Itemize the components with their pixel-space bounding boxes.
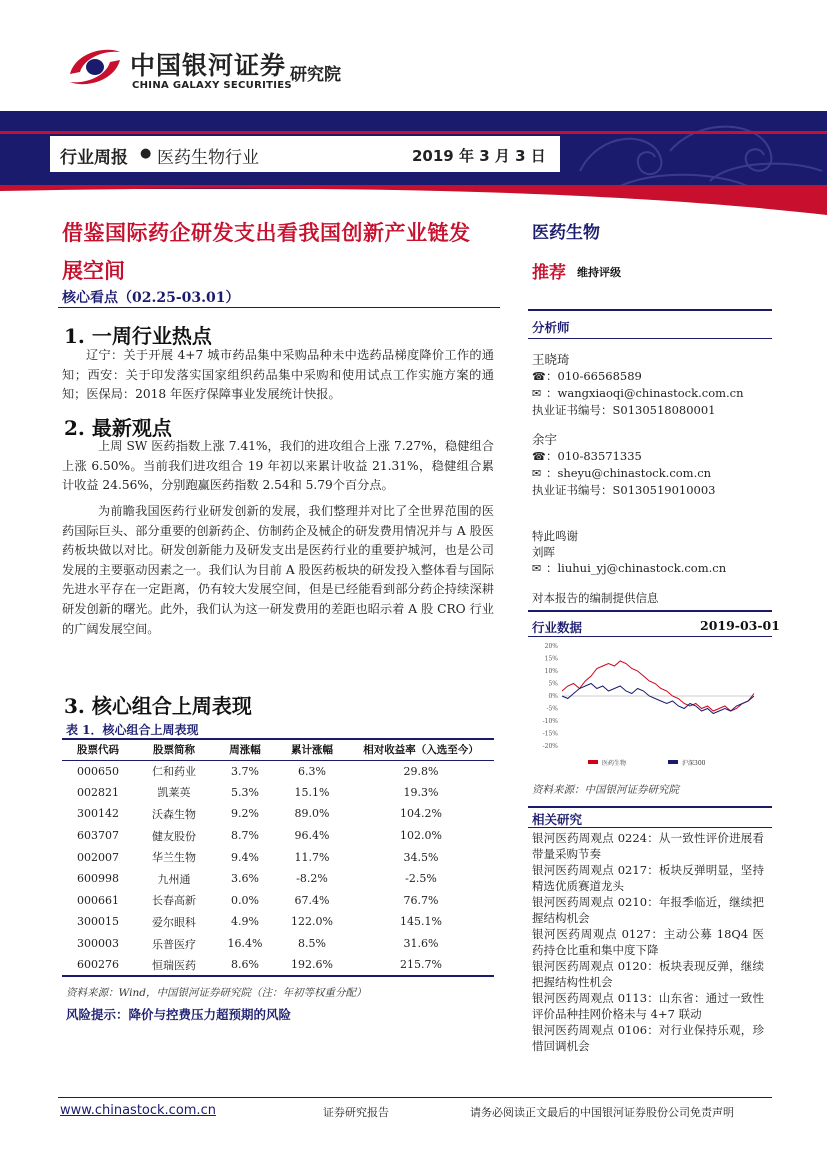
table-row <box>62 868 494 890</box>
banner-red-line <box>0 131 827 134</box>
table-cell: 603707 <box>77 829 119 843</box>
paragraph-performance: 上周 SW 医药指数上涨 7.41%，我们的进攻组合上涨 7.27%，稳健组合上涨 6.50%。当前我们进攻组合 19 年初以来累计收益 21.31%，稳健组合累计收益 24.56%，分别跑赢医药指数 2.54和 5.79个百分点。 <box>62 439 494 493</box>
table-cell: 华兰生物 <box>152 851 196 865</box>
table-header-cell: 股票代码 <box>62 739 134 760</box>
table-cell: -2.5% <box>405 872 437 886</box>
thanks-email: ✉ ：liuhui_yj@chinastock.com.cn <box>532 561 727 575</box>
section-heading-latest-views: 2. 最新观点 <box>64 416 172 440</box>
analyst-name: 王晓琦 <box>532 352 570 367</box>
table-cell: 122.0% <box>291 915 333 929</box>
table-cell: 凯莱英 <box>157 786 191 800</box>
table-row <box>62 846 494 868</box>
table-cell: 300015 <box>77 915 119 929</box>
table-cell: 34.5% <box>403 850 439 864</box>
divider <box>528 806 772 808</box>
y-tick-label: 10% <box>544 668 558 675</box>
phone-number: 010-83571335 <box>557 449 642 463</box>
y-tick-label: -5% <box>546 705 558 713</box>
email-link[interactable]: liuhui_yj@chinastock.com.cn <box>557 561 727 575</box>
table-cell: 89.0% <box>294 807 330 821</box>
y-tick-label: 5% <box>548 680 558 688</box>
series-line-2 <box>562 684 754 714</box>
related-research-item[interactable]: 银河医药周观点 0217：板块反弹明显，坚持精选优质赛道龙头 <box>532 863 764 894</box>
table-cell: 600998 <box>77 872 119 886</box>
mail-icon: ✉ <box>532 387 542 400</box>
analyst-name: 余宇 <box>532 432 558 447</box>
table-cell: 16.4% <box>227 937 263 951</box>
table-cell: 96.4% <box>294 829 330 843</box>
table-row <box>62 890 494 912</box>
table-cell: 6.3% <box>298 764 326 778</box>
analyst-cert: 执业证书编号：S0130518080001 <box>532 403 716 417</box>
table-cell: -8.2% <box>296 872 328 886</box>
table-row <box>62 911 494 933</box>
y-tick-label: -20% <box>542 743 558 750</box>
divider <box>58 307 500 308</box>
table-cell: 9.2% <box>231 807 259 821</box>
thanks-note: 对本报告的编制提供信息 <box>532 591 659 605</box>
table-cell: 长春高新 <box>152 894 196 908</box>
table-cell: 29.8% <box>403 764 439 778</box>
table-cell: 002007 <box>77 850 119 864</box>
email-link[interactable]: wangxiaoqi@chinastock.com.cn <box>557 386 744 400</box>
report-title-line2: 展空间 <box>62 258 125 283</box>
divider <box>528 827 772 828</box>
table-title: 表 1．核心组合上周表现 <box>66 723 199 737</box>
y-tick-label: 15% <box>544 655 558 663</box>
brand-institute: 研究院 <box>290 65 341 85</box>
table-cell: 102.0% <box>400 829 442 843</box>
table-cell: 192.6% <box>276 954 348 976</box>
portfolio-table <box>62 738 494 977</box>
galaxy-logo-icon <box>66 44 124 90</box>
legend-swatch <box>668 760 678 764</box>
core-view-label: 核心看点（02.25-03.01） <box>62 290 240 306</box>
industry-data-heading: 行业数据 <box>532 620 583 635</box>
table-cell: 恒瑞医药 <box>134 954 214 976</box>
legend-label: 医药生物 <box>602 760 627 767</box>
table-cell: 600276 <box>62 954 134 976</box>
table-cell: 九州通 <box>157 872 191 886</box>
section-heading-hotspots: 1. 一周行业热点 <box>64 324 212 348</box>
footer-divider <box>58 1097 772 1098</box>
table-cell: 300142 <box>77 807 119 821</box>
table-row <box>62 933 494 955</box>
table-cell: 乐普医疗 <box>152 937 196 951</box>
table-cell: 0.0% <box>231 893 259 907</box>
analyst-heading: 分析师 <box>532 320 570 335</box>
paragraph-rd-analysis: 为前瞻我国医药行业研发创新的发展，我们整理并对比了全世界范围的医药国际巨头、部分重要的创新药企、仿制药企及械企的研发费用情况并与 A 股医药板块做以对比。研发创新能力及研发支出是医药行业的重要护城河，也是公司发展的主要驱动因素之一。我们认为目前 A 股医药板块的研发投入整体看与国际先进水平存在一定距离，仍有较大发展空间，但是已经能看到部分药企持续深耕研发创新的曙光。此外，我们认为这一研发费用的差距也昭示着 A 股 CRO 行业的广阔发展空间。 <box>62 504 494 636</box>
thanks-name: 刘晖 <box>532 545 555 559</box>
table-header-cell: 相对收益率（入选至今） <box>348 739 494 760</box>
analyst-email: ✉ ：wangxiaoqi@chinastock.com.cn <box>532 386 744 400</box>
table-cell: 215.7% <box>348 954 494 976</box>
y-tick-label: -10% <box>542 718 558 725</box>
divider <box>528 309 772 311</box>
table-cell: 8.6% <box>214 954 276 976</box>
email-link[interactable]: sheyu@chinastock.com.cn <box>557 466 712 480</box>
sidebar-sector: 医药生物 <box>532 223 600 243</box>
table-header-row <box>62 739 494 760</box>
table-row <box>62 760 494 782</box>
table-cell: 8.5% <box>298 937 326 951</box>
table-cell: 76.7% <box>403 893 439 907</box>
footer-disclaimer: 请务必阅读正文最后的中国银河证券股份公司免责声明 <box>470 1106 734 1119</box>
table-cell: 15.1% <box>294 785 330 799</box>
table-cell: 300003 <box>77 937 119 951</box>
table-cell: 11.7% <box>294 850 330 864</box>
analyst-phone: ☎：010-66568589 <box>532 369 642 383</box>
brand-name-en: CHINA GALAXY SECURITIES <box>132 80 292 91</box>
related-research-item[interactable]: 银河医药周观点 0106：对行业保持乐观，珍惜回调机会 <box>532 1023 764 1054</box>
divider <box>528 610 772 612</box>
red-wave-decoration-icon <box>0 185 827 215</box>
chart-source: 资料来源：中国银河证券研究院 <box>532 784 679 796</box>
y-tick-label: 0% <box>548 693 558 700</box>
industry-index-chart <box>528 638 772 778</box>
table-row <box>62 782 494 804</box>
divider <box>528 636 772 637</box>
industry-data-date: 2019-03-01 <box>700 618 780 633</box>
table-cell: 8.7% <box>231 829 259 843</box>
thanks-label: 特此鸣谢 <box>532 529 578 543</box>
table-cell: 爱尔眼科 <box>152 915 196 929</box>
cloud-swirl-decoration-icon <box>560 111 827 189</box>
divider <box>528 338 772 339</box>
related-research-item[interactable]: 银河医药周观点 0224：从一致性评价进展看带量采购节奏 <box>532 831 764 862</box>
y-tick-label: 20% <box>544 643 558 650</box>
table-cell: 000661 <box>77 893 119 907</box>
table-cell: 仁和药业 <box>152 765 196 779</box>
section-heading-portfolio: 3. 核心组合上周表现 <box>64 694 252 718</box>
table-row <box>62 825 494 847</box>
table-cell: 4.9% <box>231 915 259 929</box>
table-header-cell: 累计涨幅 <box>276 739 348 760</box>
website-link[interactable]: www.chinastock.com.cn <box>60 1103 216 1118</box>
phone-icon: ☎ <box>532 370 546 383</box>
table-row <box>62 803 494 825</box>
report-date: 2019 年 3 月 3 日 <box>412 147 546 165</box>
risk-warning: 风险提示：降价与控费压力超预期的风险 <box>66 1007 292 1022</box>
legend-label: 沪深300 <box>682 760 706 767</box>
report-title-line1: 借鉴国际药企研发支出看我国创新产业链发 <box>62 220 471 245</box>
rating-status: 维持评级 <box>577 266 621 279</box>
report-industry: 医药生物行业 <box>157 148 259 168</box>
table-cell: 000650 <box>77 764 119 778</box>
table-header-cell: 周涨幅 <box>214 739 276 760</box>
mail-icon: ✉ <box>532 467 542 480</box>
table-source: 资料来源：Wind，中国银河证券研究院（注：年初等权重分配） <box>66 987 367 999</box>
related-research-item[interactable]: 银河医药周观点 0210：年报季临近，继续把握结构机会 <box>532 895 764 926</box>
related-research-item[interactable]: 银河医药周观点 0127：主动公募 18Q4 医药持仓比重和集中度下降 <box>532 927 764 958</box>
y-tick-label: -15% <box>542 730 558 738</box>
table-cell: 104.2% <box>400 807 442 821</box>
table-cell: 健友股份 <box>152 829 196 843</box>
table-cell: 5.3% <box>231 785 259 799</box>
table-cell: 002821 <box>77 785 119 799</box>
phone-icon: ☎ <box>532 450 546 463</box>
paragraph-hotspots: 辽宁：关于开展 4+7 城市药品集中采购品种未中选药品梯度降价工作的通知；西安：关于印发落实国家组织药品集中采购和使用试点工作实施方案的通知；医保局：2018 年医疗保障事业发展统计快报。 <box>62 348 494 402</box>
legend-swatch <box>588 760 598 764</box>
analyst-email: ✉ ：sheyu@chinastock.com.cn <box>532 466 712 480</box>
mail-icon: ✉ <box>532 562 542 575</box>
table-row <box>62 954 494 976</box>
recommendation: 推荐 <box>532 263 566 283</box>
phone-number: 010-66568589 <box>557 369 642 383</box>
brand-name-cn: 中国银河证券 <box>130 51 287 80</box>
report-type: 行业周报 <box>60 148 128 168</box>
table-cell: 3.7% <box>231 764 259 778</box>
table-cell: 沃森生物 <box>152 807 196 821</box>
table-cell: 3.6% <box>231 872 259 886</box>
analyst-phone: ☎：010-83571335 <box>532 449 642 463</box>
table-header-cell: 股票简称 <box>134 739 214 760</box>
related-research-heading: 相关研究 <box>532 812 583 827</box>
table-cell: 31.6% <box>403 937 439 951</box>
related-research-item[interactable]: 银河医药周观点 0120：板块表现反弹，继续把握结构性机会 <box>532 959 764 990</box>
bullet-dot-icon: ● <box>140 146 152 161</box>
table-cell: 145.1% <box>400 915 442 929</box>
analyst-cert: 执业证书编号：S0130519010003 <box>532 483 716 497</box>
series-line-1 <box>562 661 754 711</box>
table-cell: 9.4% <box>231 850 259 864</box>
related-research-item[interactable]: 银河医药周观点 0113：山东省：通过一致性评价品种挂网价格未与 4+7 联动 <box>532 991 764 1022</box>
table-cell: 67.4% <box>294 893 330 907</box>
footer-report-label: 证券研究报告 <box>323 1106 389 1119</box>
table-cell: 19.3% <box>403 785 439 799</box>
